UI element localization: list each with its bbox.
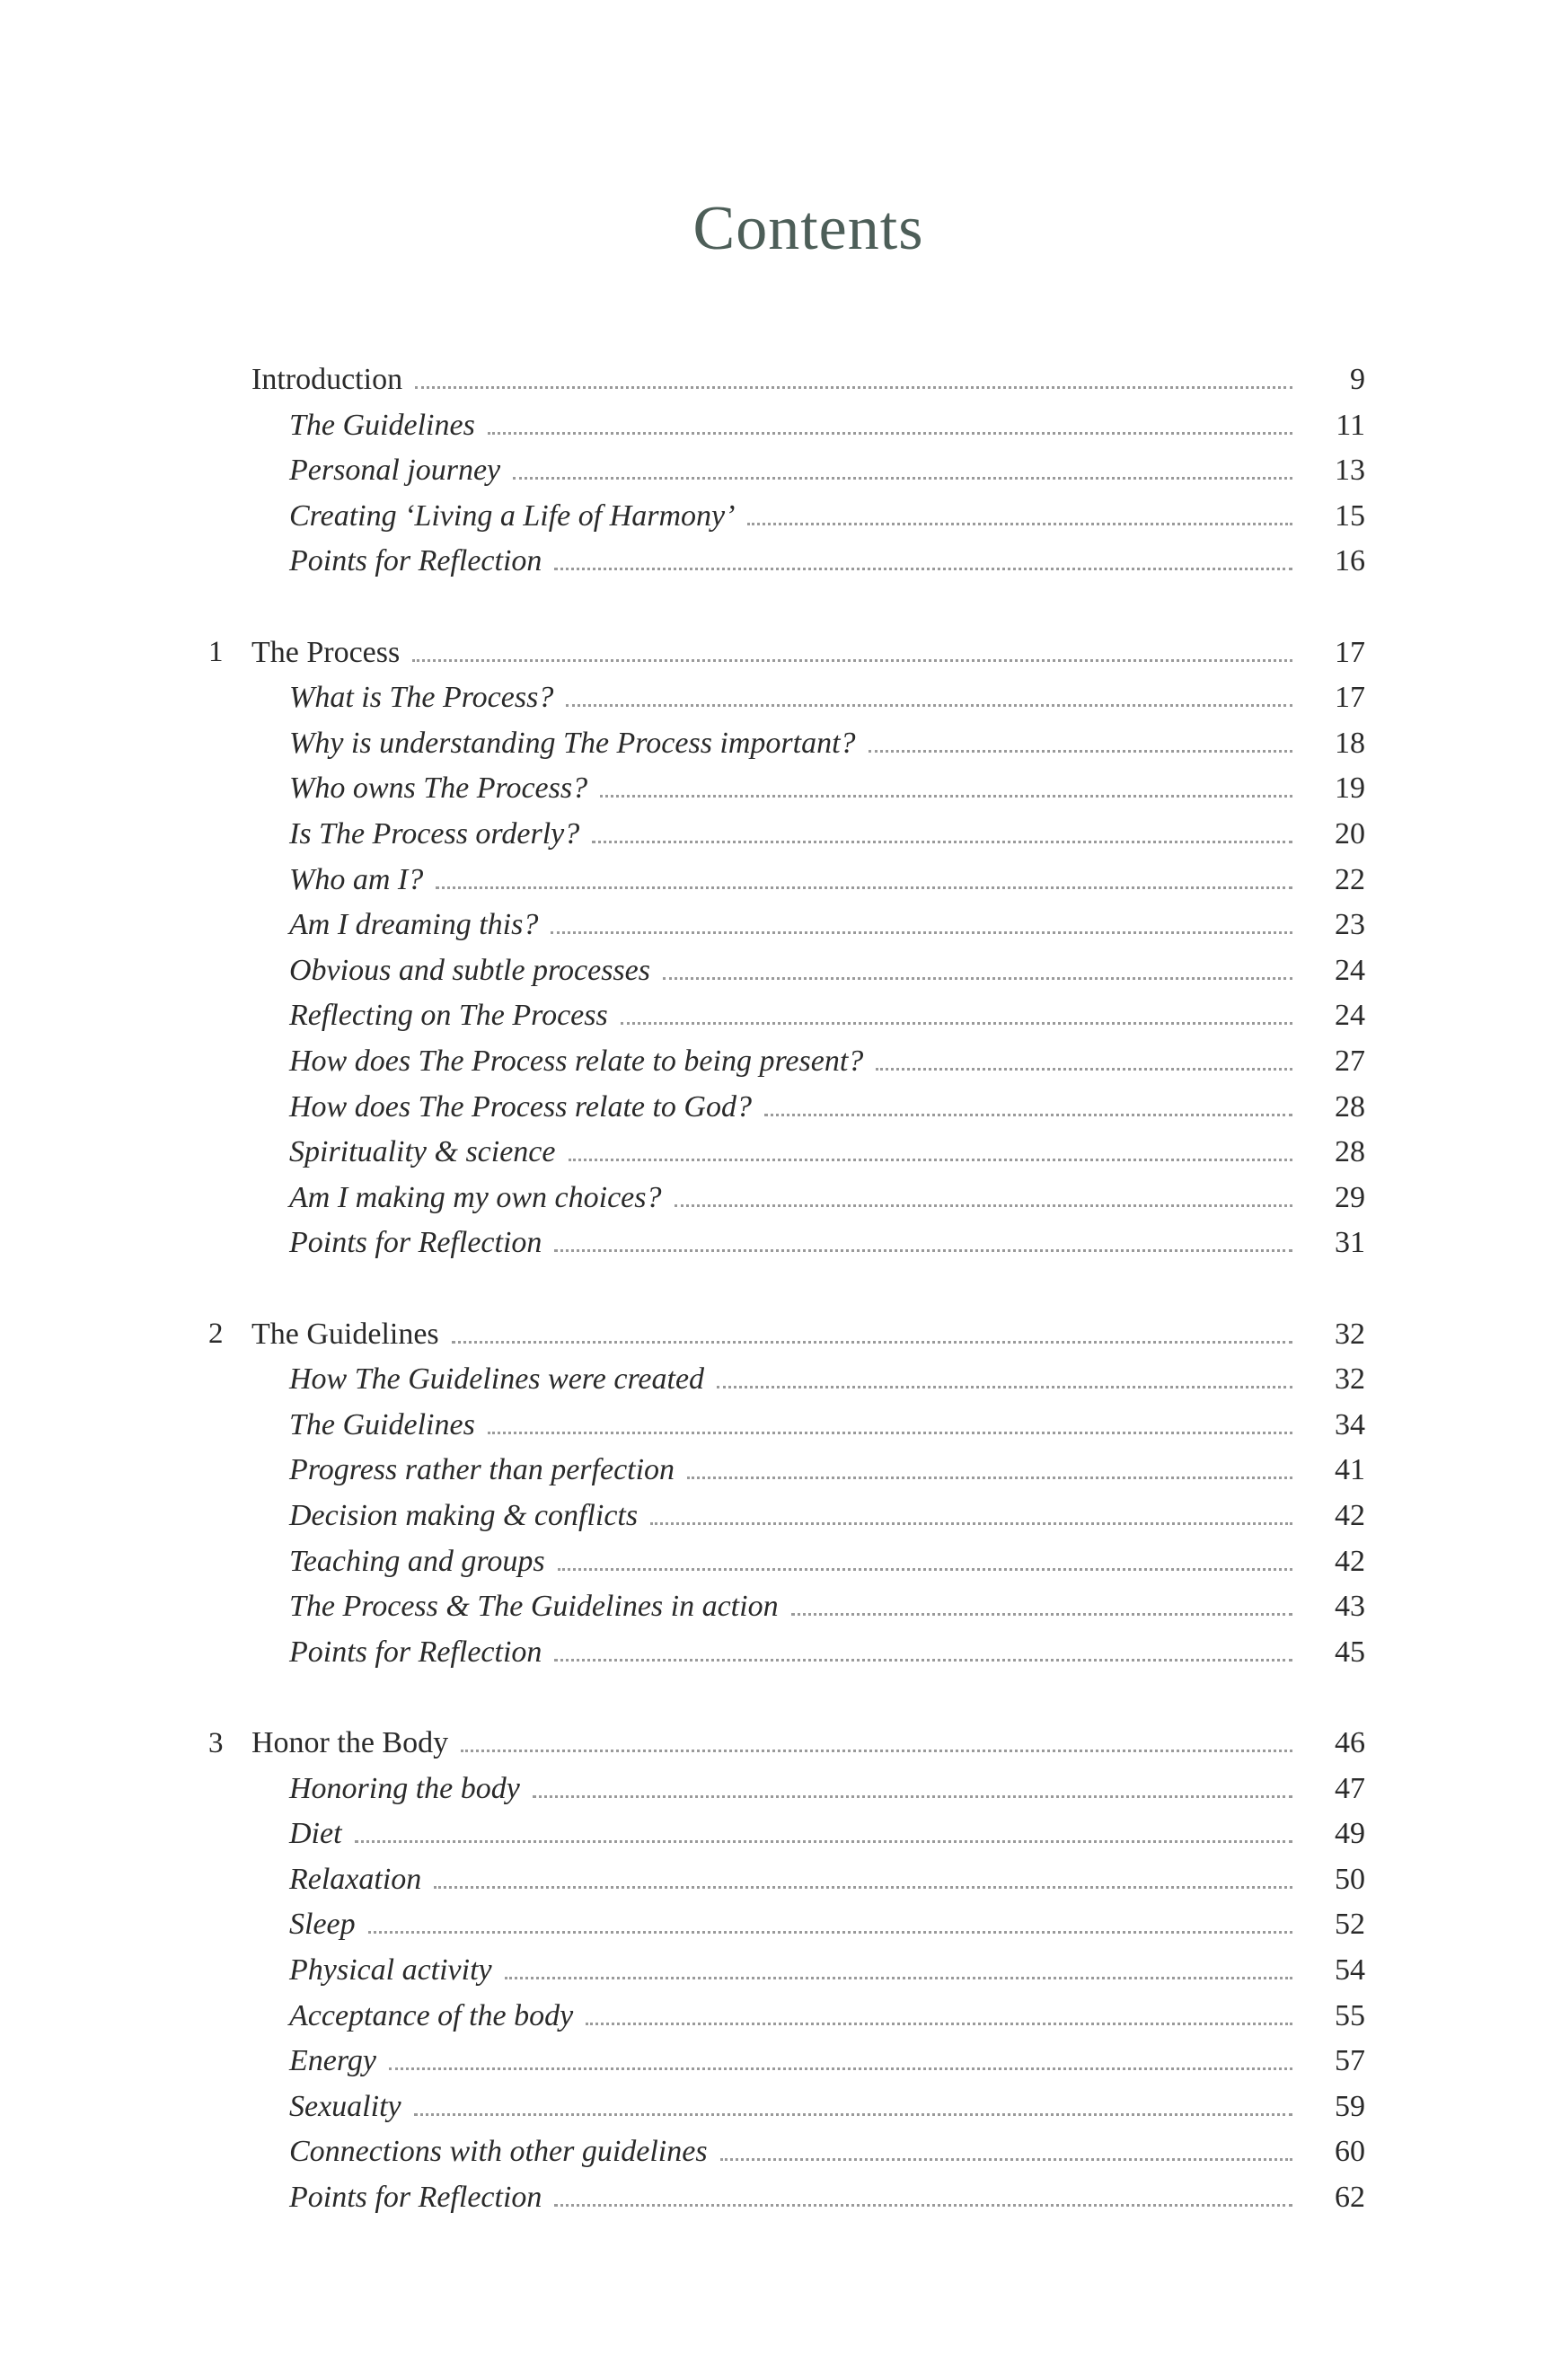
page-number: 54 xyxy=(1335,1953,1365,1987)
dot-leader xyxy=(368,1931,1292,1934)
page-number: 28 xyxy=(1335,1135,1365,1169)
page-number: 60 xyxy=(1335,2135,1365,2169)
dot-leader xyxy=(554,1249,1292,1252)
toc-entry[interactable] xyxy=(0,1085,1561,1130)
page-number: 13 xyxy=(1335,454,1365,488)
dot-leader xyxy=(687,1476,1292,1479)
toc-entry[interactable] xyxy=(0,858,1561,903)
page-number: 50 xyxy=(1335,1862,1365,1896)
entry-title: Why is understanding The Process important? xyxy=(289,726,856,760)
page-number: 19 xyxy=(1335,771,1365,806)
toc-entry[interactable] xyxy=(0,1994,1561,2039)
entry-title: What is The Process? xyxy=(289,681,554,715)
entry-title: How The Guidelines were created xyxy=(289,1362,705,1397)
dot-leader xyxy=(533,1795,1292,1798)
toc-entry[interactable] xyxy=(0,812,1561,857)
toc-entry[interactable] xyxy=(0,766,1561,811)
toc-chapter-entry[interactable] xyxy=(0,357,1561,402)
entry-title: Connections with other guidelines xyxy=(289,2135,708,2169)
dot-leader xyxy=(650,1522,1292,1525)
dot-leader xyxy=(461,1750,1292,1752)
entry-title: How does The Process relate to God? xyxy=(289,1089,752,1124)
toc-chapter-entry[interactable] xyxy=(0,1312,1561,1357)
page-number: 20 xyxy=(1335,817,1365,851)
page-number: 42 xyxy=(1335,1544,1365,1578)
toc-entry[interactable] xyxy=(0,494,1561,539)
page-number: 11 xyxy=(1336,408,1365,442)
page-number: 29 xyxy=(1335,1180,1365,1214)
entry-title: Am I making my own choices? xyxy=(289,1180,662,1214)
page-number: 31 xyxy=(1335,1226,1365,1260)
entry-title: Obvious and subtle processes xyxy=(289,953,650,987)
entry-title: Points for Reflection xyxy=(289,2181,542,2214)
dot-leader xyxy=(747,523,1292,525)
entry-title: How does The Process relate to being present? xyxy=(289,1045,864,1078)
dot-leader xyxy=(452,1341,1292,1344)
entry-title: The Process xyxy=(251,635,401,669)
toc-entry[interactable] xyxy=(0,1130,1561,1175)
page-number: 17 xyxy=(1335,681,1365,715)
entry-title: Points for Reflection xyxy=(289,544,542,578)
dot-leader xyxy=(554,568,1292,570)
page-number: 15 xyxy=(1335,498,1365,533)
page-number: 22 xyxy=(1335,862,1365,896)
toc-entry[interactable] xyxy=(0,1857,1561,1902)
dot-leader xyxy=(621,1022,1292,1025)
entry-title: Spirituality & science xyxy=(289,1135,556,1169)
entry-title: Energy xyxy=(289,2044,376,2078)
dot-leader xyxy=(569,1159,1292,1161)
entry-title: Relaxation xyxy=(289,1862,422,1896)
page-number: 24 xyxy=(1335,999,1365,1033)
page-number: 49 xyxy=(1335,1817,1365,1851)
chapter-number: 2 xyxy=(208,1318,224,1351)
dot-leader xyxy=(488,1432,1292,1434)
toc-chapter-entry[interactable] xyxy=(0,1721,1561,1766)
dot-leader xyxy=(488,432,1292,435)
page-number: 59 xyxy=(1335,2089,1365,2123)
page-number: 45 xyxy=(1335,1635,1365,1669)
toc-entry[interactable] xyxy=(0,1448,1561,1493)
dot-leader xyxy=(675,1204,1292,1207)
entry-title: Acceptance of the body xyxy=(289,1998,574,2032)
toc-entry[interactable] xyxy=(0,993,1561,1038)
toc-entry[interactable] xyxy=(0,1221,1561,1265)
entry-title: Creating ‘Living a Life of Harmony’ xyxy=(289,498,736,533)
page-number: 43 xyxy=(1335,1590,1365,1624)
entry-title: The Guidelines xyxy=(289,408,475,442)
toc-entry[interactable] xyxy=(0,403,1561,448)
toc-chapter-entry[interactable] xyxy=(0,630,1561,675)
entry-title: Introduction xyxy=(251,363,403,396)
dot-leader xyxy=(592,841,1292,843)
entry-title: Physical activity xyxy=(289,1953,492,1987)
page-number: 32 xyxy=(1335,1317,1365,1351)
dot-leader xyxy=(566,704,1292,707)
toc-entry[interactable] xyxy=(0,2039,1561,2084)
dot-leader xyxy=(415,386,1292,389)
dot-leader xyxy=(869,750,1292,753)
entry-title: Personal journey xyxy=(289,454,501,488)
dot-leader xyxy=(414,2113,1292,2116)
page-number: 27 xyxy=(1335,1045,1365,1078)
toc-entry[interactable] xyxy=(0,1948,1561,1993)
entry-title: The Guidelines xyxy=(251,1317,439,1351)
entry-title: Honor the Body xyxy=(251,1726,449,1759)
toc-entry[interactable] xyxy=(0,1902,1561,1947)
page-number: 46 xyxy=(1335,1726,1365,1759)
entry-title: Honoring the body xyxy=(289,1771,520,1805)
entry-title: Sexuality xyxy=(289,2089,401,2123)
toc-entry[interactable] xyxy=(0,2129,1561,2174)
chapter-number: 1 xyxy=(208,636,224,669)
page-number: 28 xyxy=(1335,1089,1365,1124)
dot-leader xyxy=(600,795,1292,798)
page-number: 34 xyxy=(1335,1407,1365,1441)
dot-leader xyxy=(876,1068,1292,1071)
toc-entry[interactable] xyxy=(0,2085,1561,2129)
entry-title: Progress rather than perfection xyxy=(289,1453,675,1487)
page-number: 41 xyxy=(1335,1453,1365,1487)
entry-title: The Guidelines xyxy=(289,1407,475,1441)
page-number: 42 xyxy=(1335,1499,1365,1532)
dot-leader xyxy=(434,1886,1292,1889)
dot-leader xyxy=(505,1977,1292,1979)
entry-title: Teaching and groups xyxy=(289,1544,545,1578)
toc-entry[interactable] xyxy=(0,539,1561,584)
toc-entry[interactable] xyxy=(0,1403,1561,1448)
toc-entry[interactable] xyxy=(0,903,1561,948)
page-number: 18 xyxy=(1335,726,1365,760)
page-number: 57 xyxy=(1335,2044,1365,2078)
toc-entry[interactable] xyxy=(0,721,1561,766)
page-number: 52 xyxy=(1335,1908,1365,1942)
toc-entry[interactable] xyxy=(0,1584,1561,1629)
dot-leader xyxy=(720,2158,1292,2161)
page-number: 32 xyxy=(1335,1362,1365,1397)
dot-leader xyxy=(717,1386,1292,1388)
page-number: 24 xyxy=(1335,953,1365,987)
page-number: 9 xyxy=(1350,363,1365,396)
toc-entry[interactable] xyxy=(0,2175,1561,2220)
entry-title: Is The Process orderly? xyxy=(289,817,580,851)
entry-title: The Process & The Guidelines in action xyxy=(289,1590,779,1624)
dot-leader xyxy=(551,931,1292,934)
entry-title: Reflecting on The Process xyxy=(289,999,608,1033)
chapter-number: 3 xyxy=(208,1726,224,1759)
dot-leader xyxy=(764,1114,1292,1116)
toc-entry[interactable] xyxy=(0,675,1561,720)
dot-leader xyxy=(412,659,1292,662)
toc-entry[interactable] xyxy=(0,1811,1561,1856)
dot-leader xyxy=(513,477,1292,480)
toc-entry[interactable] xyxy=(0,1494,1561,1538)
page-number: 47 xyxy=(1335,1771,1365,1805)
dot-leader xyxy=(558,1568,1292,1571)
dot-leader xyxy=(554,1659,1292,1662)
entry-title: Decision making & conflicts xyxy=(289,1499,639,1532)
dot-leader xyxy=(586,2023,1292,2025)
entry-title: Am I dreaming this? xyxy=(289,908,539,942)
dot-leader xyxy=(554,2204,1292,2207)
entry-title: Points for Reflection xyxy=(289,1226,542,1260)
entry-title: Sleep xyxy=(289,1908,356,1942)
toc-entry[interactable] xyxy=(0,1539,1561,1584)
page-number: 23 xyxy=(1335,908,1365,942)
toc-entry[interactable] xyxy=(0,948,1561,993)
dot-leader xyxy=(791,1613,1292,1616)
dot-leader xyxy=(436,886,1292,889)
page-number: 62 xyxy=(1335,2181,1365,2214)
toc-entry[interactable] xyxy=(0,1357,1561,1402)
toc-entry[interactable] xyxy=(0,1176,1561,1221)
page-title: Contents xyxy=(692,194,924,263)
entry-title: Points for Reflection xyxy=(289,1635,542,1669)
entry-title: Diet xyxy=(289,1817,342,1851)
page-number: 17 xyxy=(1335,635,1365,669)
toc-entry[interactable] xyxy=(0,1767,1561,1811)
page-number: 55 xyxy=(1335,1998,1365,2032)
dot-leader xyxy=(355,1840,1292,1843)
entry-title: Who owns The Process? xyxy=(289,771,588,806)
entry-title: Who am I? xyxy=(289,862,424,896)
toc-entry[interactable] xyxy=(0,448,1561,493)
dot-leader xyxy=(663,977,1292,980)
toc-entry[interactable] xyxy=(0,1039,1561,1084)
page-number: 16 xyxy=(1335,544,1365,578)
toc-entry[interactable] xyxy=(0,1630,1561,1675)
dot-leader xyxy=(389,2067,1292,2070)
